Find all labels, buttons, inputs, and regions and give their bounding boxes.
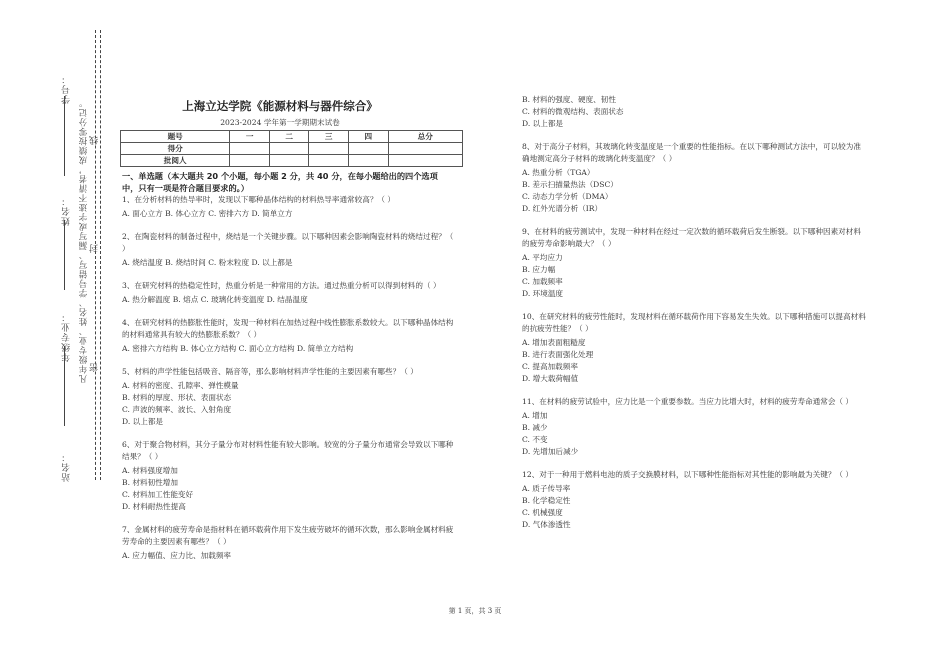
score-header-cell: 二 (269, 131, 309, 143)
question-7-option-b: B. 材料的强度、硬度、韧性 (522, 95, 616, 104)
question-6-option-c: C. 材料加工性能变好 (122, 490, 194, 499)
score-row (121, 143, 463, 155)
major-underline (64, 346, 65, 426)
question-11-option-d: D. 先增加后减少 (522, 447, 579, 456)
binding-warning: 凡年级专业、姓名、学号错写、漏写或字迹不清者，成绩按零分记。 (79, 98, 89, 383)
question-3: 3、在研究材料的热稳定性时，热重分析是一种常用的方法。通过热重分析可以得到材料的（ ） (122, 281, 441, 290)
question-9: 9、在材料的疲劳测试中，发现一种材料在经过一定次数的循环载荷后发生断裂。以下哪种因素对材料的疲劳寿命影响最大？（ ） (522, 227, 861, 248)
grader-cell[interactable] (309, 155, 349, 167)
student-id-underline (64, 96, 65, 176)
name-underline (64, 220, 65, 290)
grader-row-label: 批阅人 (121, 155, 230, 167)
score-cell[interactable] (309, 143, 349, 155)
score-cell[interactable] (230, 143, 270, 155)
question-6-option-b: B. 材料韧性增加 (122, 478, 178, 487)
seal-marker: 封 (90, 243, 100, 253)
question-7-option-a: A. 应力幅值、应力比、加载频率 (122, 551, 232, 560)
dashed-cut-line-outer (95, 30, 96, 480)
question-8-option-a: A. 热重分析（TGA） (522, 168, 595, 177)
question-11-option-c: C. 不变 (522, 435, 548, 444)
site-label: 站名： (62, 452, 72, 482)
grader-cell[interactable] (388, 155, 462, 167)
section-heading: 一、单选题（本大题共 20 个小题，每小题 2 分，共 40 分，在每小题给出的四个选项中，只有一项是符合题目要求的。） (122, 171, 438, 193)
grader-cell[interactable] (230, 155, 270, 167)
question-7-option-c: C. 材料的微观结构、表面状态 (522, 107, 624, 116)
score-header-cell: 一 (230, 131, 270, 143)
dashed-cut-line-inner (100, 30, 101, 480)
question-12-option-a: A. 质子传导率 (522, 484, 571, 493)
question-12: 12、对于一种用于燃料电池的质子交换膜材料，以下哪种性能指标对其性能的影响最为关键？（ ） (522, 470, 854, 479)
question-4: 4、在研究材料的热膨胀性能时，发现一种材料在加热过程中线性膨胀系数较大。以下哪种晶体结构的材料通常具有较大的热膨胀系数？（ ） (122, 318, 454, 339)
question-1: 1、在分析材料的热导率时，发现以下哪种晶体结构的材料热导率通常较高？（ ） (122, 195, 396, 204)
grader-cell[interactable] (348, 155, 388, 167)
right-column (522, 94, 867, 531)
question-5: 5、材料的声学性能包括吸音、隔音等，那么影响材料声学性能的主要因素有哪些？（ ） (122, 367, 418, 376)
major-label: 年级专业： (62, 312, 72, 362)
question-8: 8、对于高分子材料，其玻璃化转变温度是一个重要的性能指标。在以下哪种测试方法中，可以较为准确地测定高分子材料的玻璃化转变温度？（ ） (522, 142, 861, 163)
grader-cell[interactable] (269, 155, 309, 167)
question-9-option-a: A. 平均应力 (522, 253, 563, 262)
question-8-option-c: C. 动态力学分析（DMA） (522, 192, 613, 201)
question-2: 2、在陶瓷材料的制备过程中，烧结是一个关键步骤。以下哪种因素会影响陶瓷材料的烧结过程？（ ） (122, 232, 454, 253)
question-5-option-d: D. 以上都是 (122, 417, 164, 426)
question-11: 11、在材料的疲劳试验中，应力比是一个重要参数。当应力比增大时，材料的疲劳寿命通常会（ ） (522, 397, 854, 406)
question-10-option-b: B. 进行表面强化处理 (522, 350, 594, 359)
exam-subtitle: 2023-2024 学年第一学期期末试卷 (220, 118, 340, 127)
score-table-header-row (121, 131, 463, 143)
question-1-options: A. 面心立方 B. 体心立方 C. 密排六方 D. 简单立方 (122, 209, 293, 218)
question-10-option-a: A. 增加表面粗糙度 (522, 338, 586, 347)
question-11-option-b: B. 减少 (522, 423, 548, 432)
question-9-option-b: B. 应力幅 (522, 265, 556, 274)
score-header-cell: 三 (309, 131, 349, 143)
question-12-option-d: D. 气体渗透性 (522, 520, 571, 529)
grader-row (121, 155, 463, 167)
question-11-option-a: A. 增加 (522, 411, 548, 420)
question-10-option-c: C. 提高加载频率 (522, 362, 578, 371)
question-6-option-d: D. 材料耐热性提高 (122, 502, 186, 511)
score-header-cell: 四 (348, 131, 388, 143)
binding-margin (0, 0, 105, 672)
score-cell[interactable] (348, 143, 388, 155)
score-header-cell: 题号 (121, 131, 230, 143)
question-10-option-d: D. 增大载荷幅值 (522, 374, 579, 383)
score-table (120, 130, 463, 167)
page-footer: 第 1 页，共 3 页 (448, 607, 502, 615)
name-label: 姓名： (62, 196, 72, 226)
student-id-label: 学号： (62, 74, 72, 104)
question-2-options: A. 烧结温度 B. 烧结时间 C. 粉末粒度 D. 以上都是 (122, 258, 293, 267)
question-10: 10、在研究材料的疲劳性能时，发现材料在循环载荷作用下容易发生失效。以下哪种措施可以提高材料的抗疲劳性能？（ ） (522, 312, 866, 333)
question-3-options: A. 热分解温度 B. 熔点 C. 玻璃化转变温度 D. 结晶温度 (122, 295, 308, 304)
exam-title: 上海立达学院《能源材料与器件综合》 (182, 99, 378, 113)
question-6-option-a: A. 材料强度增加 (122, 466, 178, 475)
secret-marker: 密 (90, 362, 100, 372)
score-header-cell: 总分 (388, 131, 462, 143)
question-12-option-c: C. 机械强度 (522, 508, 563, 517)
question-7-option-d: D. 以上都是 (522, 119, 564, 128)
question-7: 7、金属材料的疲劳寿命是指材料在循环载荷作用下发生疲劳破坏的循环次数，那么影响金属材料疲劳寿命的主要因素有哪些？（ ） (122, 525, 454, 546)
question-4-options: A. 密排六方结构 B. 体心立方结构 C. 面心立方结构 D. 简单立方结构 (122, 344, 354, 353)
question-9-option-c: C. 加载频率 (522, 277, 563, 286)
question-8-option-d: D. 红外光谱分析（IR） (522, 204, 603, 213)
question-5-option-a: A. 材料的密度、孔隙率、弹性模量 (122, 381, 239, 390)
line-marker: 线 (90, 135, 100, 145)
question-8-option-b: B. 差示扫描量热法（DSC） (522, 180, 618, 189)
question-12-option-b: B. 化学稳定性 (522, 496, 571, 505)
question-6: 6、对于聚合物材料，其分子量分布对材料性能有较大影响。较宽的分子量分布通常会导致以下哪种结果？（ ） (122, 440, 454, 461)
score-cell[interactable] (388, 143, 462, 155)
question-5-option-c: C. 声波的频率、波长、入射角度 (122, 405, 232, 414)
question-9-option-d: D. 环境温度 (522, 289, 564, 298)
score-cell[interactable] (269, 143, 309, 155)
score-row-label: 得分 (121, 143, 230, 155)
question-5-option-b: B. 材料的厚度、形状、表面状态 (122, 393, 232, 402)
left-column (122, 170, 454, 562)
